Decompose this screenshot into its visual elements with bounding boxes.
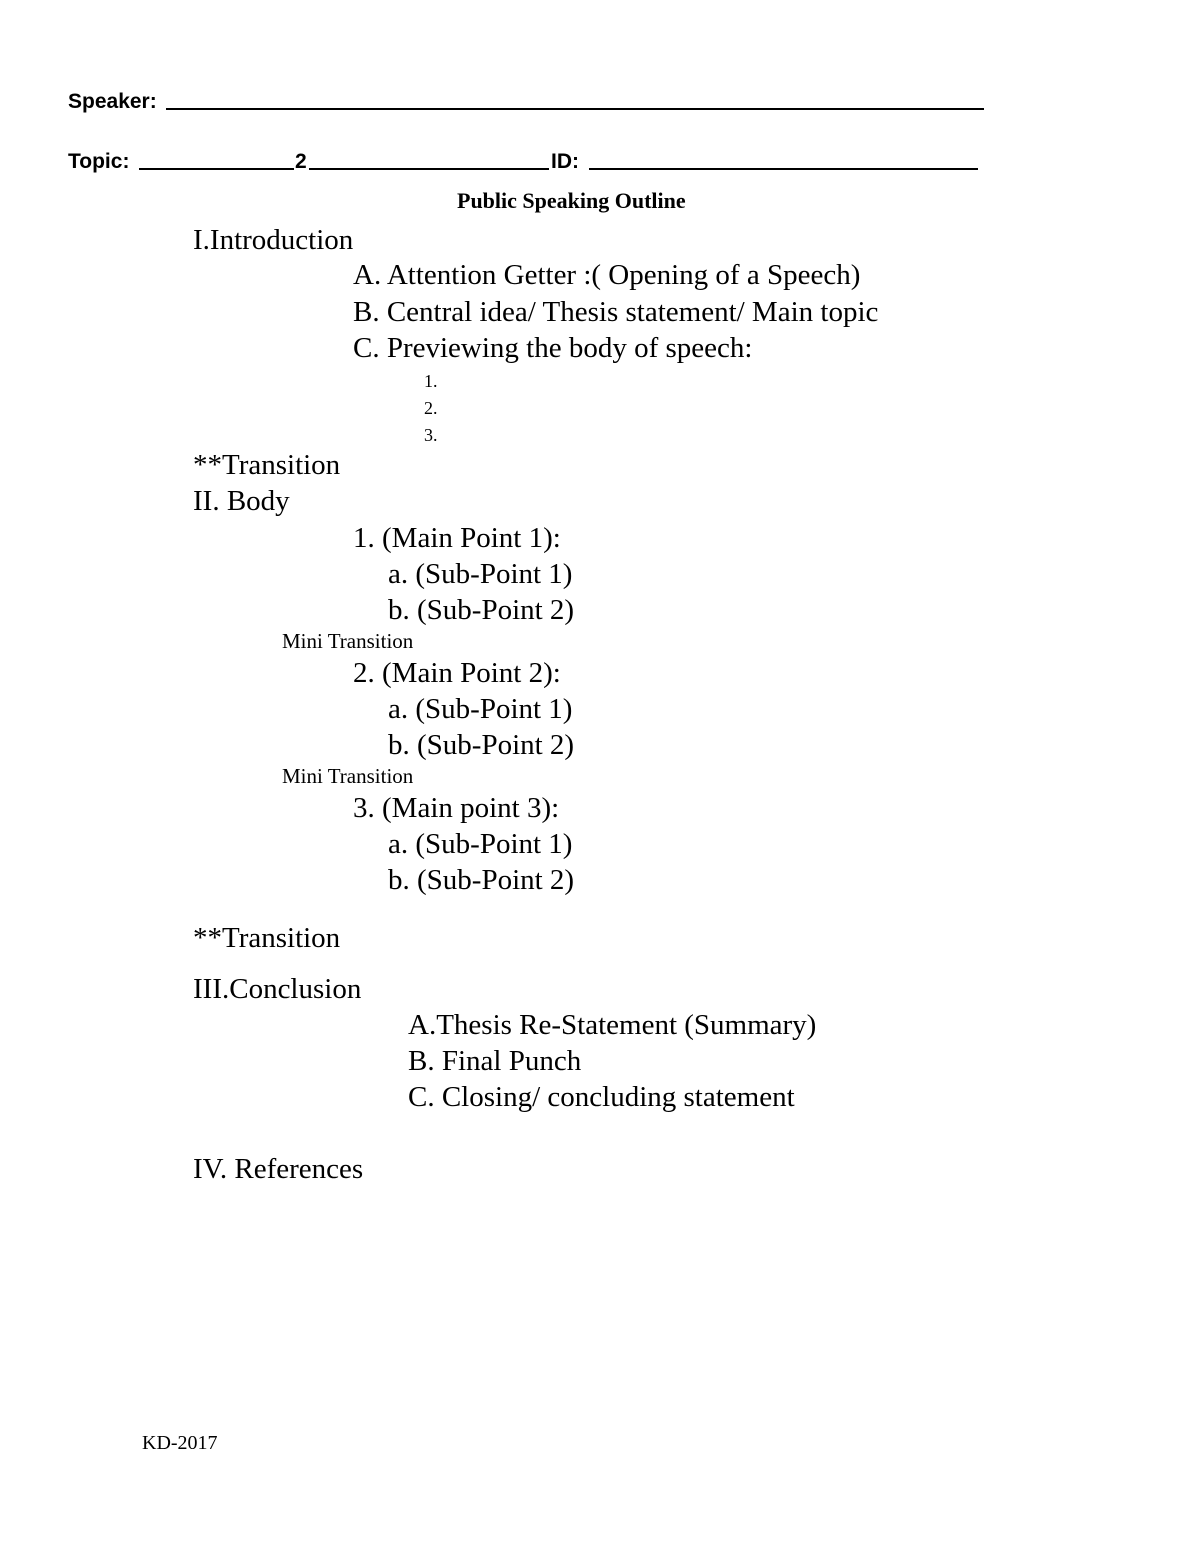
page-title: Public Speaking Outline — [457, 188, 686, 213]
main-point-1-sub-b: b. (Sub-Point 2) — [388, 594, 575, 626]
main-point-3: 3. (Main point 3): — [353, 792, 560, 824]
footer-code: KD-2017 — [142, 1432, 218, 1454]
introduction-heading: I.Introduction — [193, 224, 354, 256]
topic-value: 2 — [295, 150, 307, 173]
conclusion-heading: III.Conclusion — [193, 973, 362, 1005]
main-point-3-sub-a: a. (Sub-Point 1) — [388, 828, 573, 860]
speaker-label: Speaker: — [68, 90, 157, 113]
mini-transition-1: Mini Transition — [282, 629, 414, 653]
preview-point-1: 1. — [424, 371, 438, 391]
main-point-2: 2. (Main Point 2): — [353, 657, 561, 689]
references-heading: IV. References — [193, 1153, 364, 1185]
id-blank-line[interactable] — [589, 168, 978, 170]
body-heading: II. Body — [193, 485, 290, 517]
topic-blank-line-left[interactable] — [139, 168, 294, 170]
conclusion-item-c: C. Closing/ concluding statement — [408, 1081, 795, 1113]
transition-1: **Transition — [193, 449, 341, 481]
topic-blank-line-right[interactable] — [309, 168, 549, 170]
preview-point-3: 3. — [424, 425, 438, 445]
intro-item-b: B. Central idea/ Thesis statement/ Main topic — [353, 296, 879, 328]
transition-2: **Transition — [193, 922, 341, 954]
intro-item-a: A. Attention Getter :( Opening of a Speech) — [353, 259, 861, 291]
main-point-2-sub-b: b. (Sub-Point 2) — [388, 729, 575, 761]
conclusion-item-b: B. Final Punch — [408, 1045, 582, 1077]
intro-item-c: C. Previewing the body of speech: — [353, 332, 753, 364]
conclusion-item-a: A.Thesis Re-Statement (Summary) — [408, 1009, 817, 1041]
main-point-1: 1. (Main Point 1): — [353, 522, 561, 554]
mini-transition-2: Mini Transition — [282, 764, 414, 788]
preview-point-2: 2. — [424, 398, 438, 418]
speaker-blank-line[interactable] — [166, 108, 984, 110]
main-point-1-sub-a: a. (Sub-Point 1) — [388, 558, 573, 590]
id-label: ID: — [551, 150, 579, 173]
main-point-2-sub-a: a. (Sub-Point 1) — [388, 693, 573, 725]
topic-label: Topic: — [68, 150, 130, 173]
main-point-3-sub-b: b. (Sub-Point 2) — [388, 864, 575, 896]
